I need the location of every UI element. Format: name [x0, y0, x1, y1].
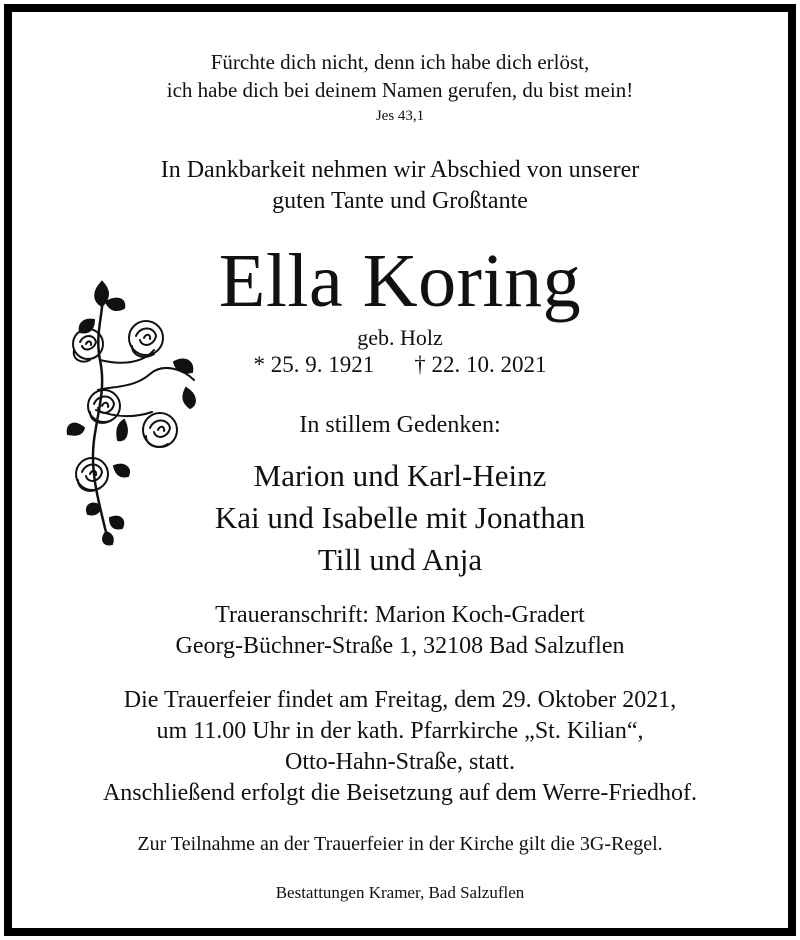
deceased-name: Ella Koring: [218, 239, 582, 323]
service-line-4: Anschließend erfolgt die Beisetzung auf dem Werre-Friedhof.: [102, 780, 698, 806]
verse-line-2: ich habe dich bei deinem Namen gerufen, du bist mein!: [166, 78, 634, 102]
death-date: † 22. 10. 2021: [414, 352, 547, 377]
family-line-2: Kai und Isabelle mit Jonathan: [214, 500, 586, 535]
address-line-1: Traueranschrift: Marion Koch-Gradert: [215, 602, 585, 628]
service-line-1: Die Trauerfeier findet am Freitag, dem 29. Oktober 2021,: [123, 687, 677, 713]
covid-rule: Zur Teilnahme an der Trauerfeier in der Kirche gilt die 3G-Regel.: [137, 833, 663, 855]
address-line-2: Georg-Büchner-Straße 1, 32108 Bad Salzuflen: [175, 633, 625, 659]
verse-line-1: Fürchte dich nicht, denn ich habe dich erlöst,: [210, 50, 590, 74]
birth-date: * 25. 9. 1921: [253, 352, 375, 377]
intro-line-1: In Dankbarkeit nehmen wir Abschied von unserer: [160, 157, 640, 183]
verse-reference: Jes 43,1: [375, 108, 425, 124]
rose-branch-icon: [54, 270, 204, 546]
service-line-2: um 11.00 Uhr in der kath. Pfarrkirche „St. Kilian“,: [156, 718, 644, 744]
memorial-phrase: In stillem Gedenken:: [299, 412, 501, 438]
undertaker: Bestattungen Kramer, Bad Salzuflen: [275, 883, 525, 902]
family-line-1: Marion und Karl-Heinz: [253, 458, 547, 493]
obituary-notice: [4, 4, 796, 936]
service-line-3: Otto-Hahn-Straße, statt.: [285, 749, 515, 775]
family-line-3: Till und Anja: [317, 542, 483, 577]
intro-line-2: guten Tante und Großtante: [272, 188, 528, 214]
birth-name: geb. Holz: [357, 325, 443, 350]
